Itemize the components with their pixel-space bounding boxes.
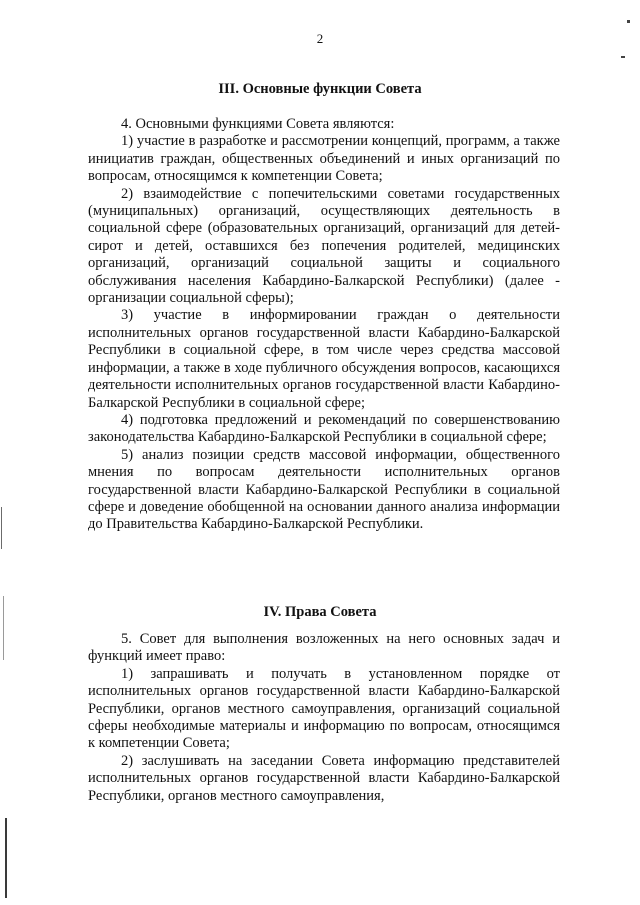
paragraph-item-1: 1) участие в разработке и рассмотрении концепций, программ, а также инициатив граждан, общественных объединений и иных организаций по вопросам, относящимся к компетенции Совета; xyxy=(88,133,560,185)
scan-edge-mark xyxy=(3,596,4,660)
scan-edge-mark xyxy=(1,507,2,549)
paragraph-item-4: 4) подготовка предложений и рекомендаций по совершенствованию законодательства Кабардино-Балкарской Республики в социальной сфере; xyxy=(88,411,560,446)
section-4-body xyxy=(88,631,560,805)
paragraph-item-2: 2) взаимодействие с попечительскими советами государственных (муниципальных) организаций, осуществляющих деятельность в социальной сфере (образовательных организаций, организаций для детей-сирот и детей, оставшихся без попечения родителей, медицинских организаций, организаций социальной защиты и социального обслуживания населения Кабардино-Балкарской Республики) (далее - организации социальной сферы); xyxy=(88,185,560,307)
paragraph-item-2: 2) заслушивать на заседании Совета информацию представителей исполнительных органов государственной власти Кабардино-Балкарской Республики, органов местного самоуправления, xyxy=(88,752,560,804)
scan-speck xyxy=(627,20,630,23)
section-4-heading: IV. Права Совета xyxy=(263,604,377,620)
scan-edge-mark xyxy=(5,818,7,898)
paragraph-intro: 5. Совет для выполнения возложенных на него основных задач и функций имеет право: xyxy=(88,631,560,665)
paragraph-item-5: 5) анализ позиции средств массовой информации, общественного мнения по вопросам деятельности исполнительных органов государственной власти Кабардино-Балкарской Республики в социальной сфере и доведение обобщенной на основании данного анализа информации до Правительства Кабардино-Балкарской Республики. xyxy=(88,446,560,533)
paragraph-item-1: 1) запрашивать и получать в установленном порядке от исполнительных органов государственной власти Кабардино-Балкарской Республики, органов местного самоуправления, организаций социальной сферы необходимые материалы и информацию по вопросам, относящимся к компетенции Совета; xyxy=(88,665,560,752)
page-number: 2 xyxy=(316,31,324,46)
section-3-heading: III. Основные функции Совета xyxy=(218,81,422,97)
scan-speck xyxy=(621,56,625,58)
section-3-body xyxy=(88,116,560,534)
paragraph-intro: 4. Основными функциями Совета являются: xyxy=(121,116,395,132)
paragraph-item-3: 3) участие в информировании граждан о деятельности исполнительных органов государственной власти Кабардино-Балкарской Республики в социальной сфере, в том числе через средства массовой информации, а также в ходе публичного обсуждения вопросов, касающихся деятельности исполнительных органов государственной власти Кабардино-Балкарской Республики в социальной сфере; xyxy=(88,307,560,411)
